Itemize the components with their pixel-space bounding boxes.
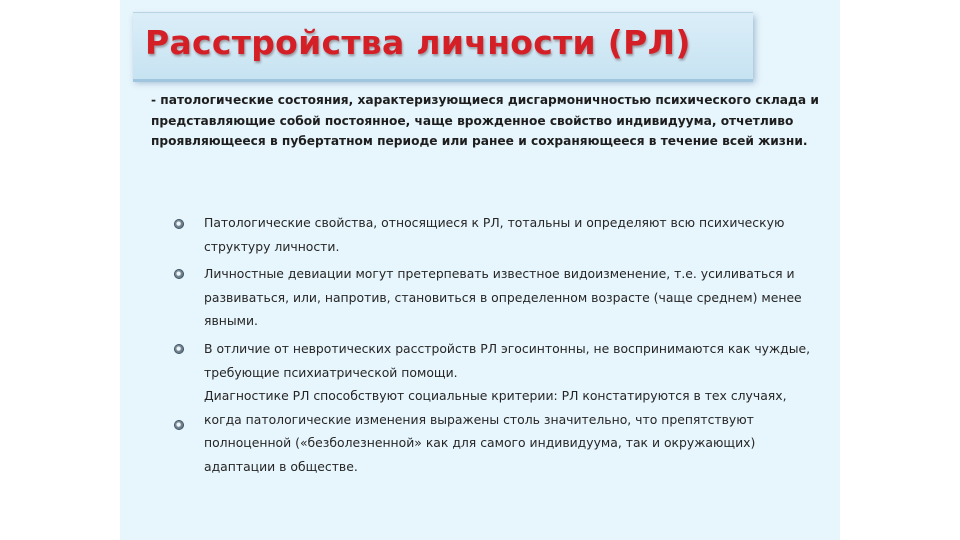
bullet-text: Патологические свойства, относящиеся к РЛ, тотальны и определяют всю психическую структуру личности. xyxy=(204,215,785,254)
bullet-item xyxy=(204,337,816,384)
definition-text: - патологические состояния, характеризующиеся дисгармоничностью психического склада и представляющие собой постоянное, чаще врожденное свойство индивидуума, отчетливо проявляющееся в пубертатном периоде или ранее и сохраняющееся в течение всей жизни. xyxy=(151,93,819,148)
bullet-list xyxy=(120,0,840,540)
circle-bullet-icon xyxy=(175,220,183,228)
bullet-item xyxy=(204,262,816,333)
bullet-text: Диагностике РЛ способствуют социальные критерии: РЛ констатируются в тех случаях, когда патологические изменения выражены столь значительно, что препятствуют полноценной («безболезненной» как для самого индивидуума, так и окружающих) адаптации в обществе. xyxy=(204,388,787,474)
slide-title: Расстройства личности (РЛ) xyxy=(145,23,691,62)
circle-bullet-icon xyxy=(175,345,183,353)
bullet-text: В отличие от невротических расстройств РЛ эгосинтонны, не воспринимаются как чуждые, требующие психиатрической помощи. xyxy=(204,341,811,380)
bullet-item xyxy=(204,384,816,478)
circle-bullet-icon xyxy=(175,270,183,278)
bullet-item xyxy=(204,211,816,258)
bullet-text: Личностные девиации могут претерпевать известное видоизменение, т.е. усиливаться и развиваться, или, напротив, становиться в определенном возрасте (чаще среднем) менее явными. xyxy=(204,266,802,328)
circle-bullet-icon xyxy=(175,421,183,429)
slide xyxy=(120,0,840,540)
